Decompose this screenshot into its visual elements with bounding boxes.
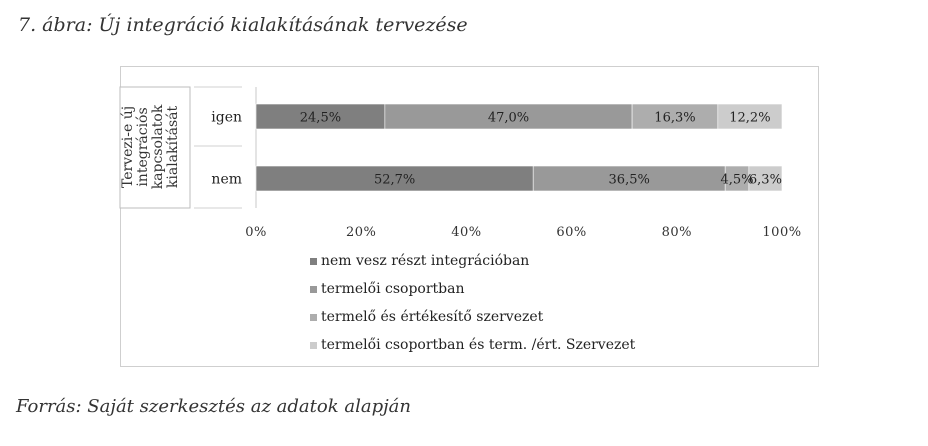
legend-swatch <box>310 286 317 293</box>
data-label: 47,0% <box>487 110 530 126</box>
data-label: 12,2% <box>729 110 771 126</box>
data-label: 52,7% <box>373 172 416 188</box>
y-axis-title-text <box>120 104 181 189</box>
figure-source: Forrás: Saját szerkesztés az adatok alapján <box>16 396 412 417</box>
figure-title: 7. ábra: Új integráció kialakításának tervezése <box>18 14 468 36</box>
legend <box>310 253 636 353</box>
legend-label: nem vesz részt integrációban <box>321 253 530 269</box>
data-label: 36,5% <box>608 172 650 188</box>
x-tick-label: 0% <box>245 225 267 240</box>
y-axis-title-line: Tervezi-e új <box>120 105 136 189</box>
y-axis-title-line: kialakítását <box>165 105 181 189</box>
x-tick-label: 80% <box>661 225 693 240</box>
data-label: 6,3% <box>748 172 782 188</box>
category-labels <box>211 110 242 188</box>
legend-swatch <box>310 258 317 265</box>
y-axis-title <box>120 87 242 208</box>
bars <box>256 87 782 208</box>
x-tick-labels <box>245 225 801 240</box>
data-label: 4,5% <box>720 172 754 188</box>
y-axis-title-line: kapcsolatok <box>150 104 166 190</box>
x-tick-label: 40% <box>451 225 482 240</box>
legend-swatch <box>310 314 317 321</box>
x-tick-label: 60% <box>556 225 587 240</box>
legend-swatch <box>310 342 317 349</box>
x-tick-label: 20% <box>345 225 377 240</box>
x-tick-label: 100% <box>762 225 802 240</box>
category-label: nem <box>211 171 242 188</box>
y-axis-title-line: integrációs <box>135 107 151 187</box>
legend-label: termelő és értékesítő szervezet <box>321 309 544 325</box>
data-label: 16,3% <box>654 110 696 126</box>
data-label: 24,5% <box>299 110 342 126</box>
category-label: igen <box>211 109 242 126</box>
legend-label: termelői csoportban <box>321 281 465 297</box>
legend-label: termelői csoportban és term. /ért. Szervezet <box>321 337 636 353</box>
